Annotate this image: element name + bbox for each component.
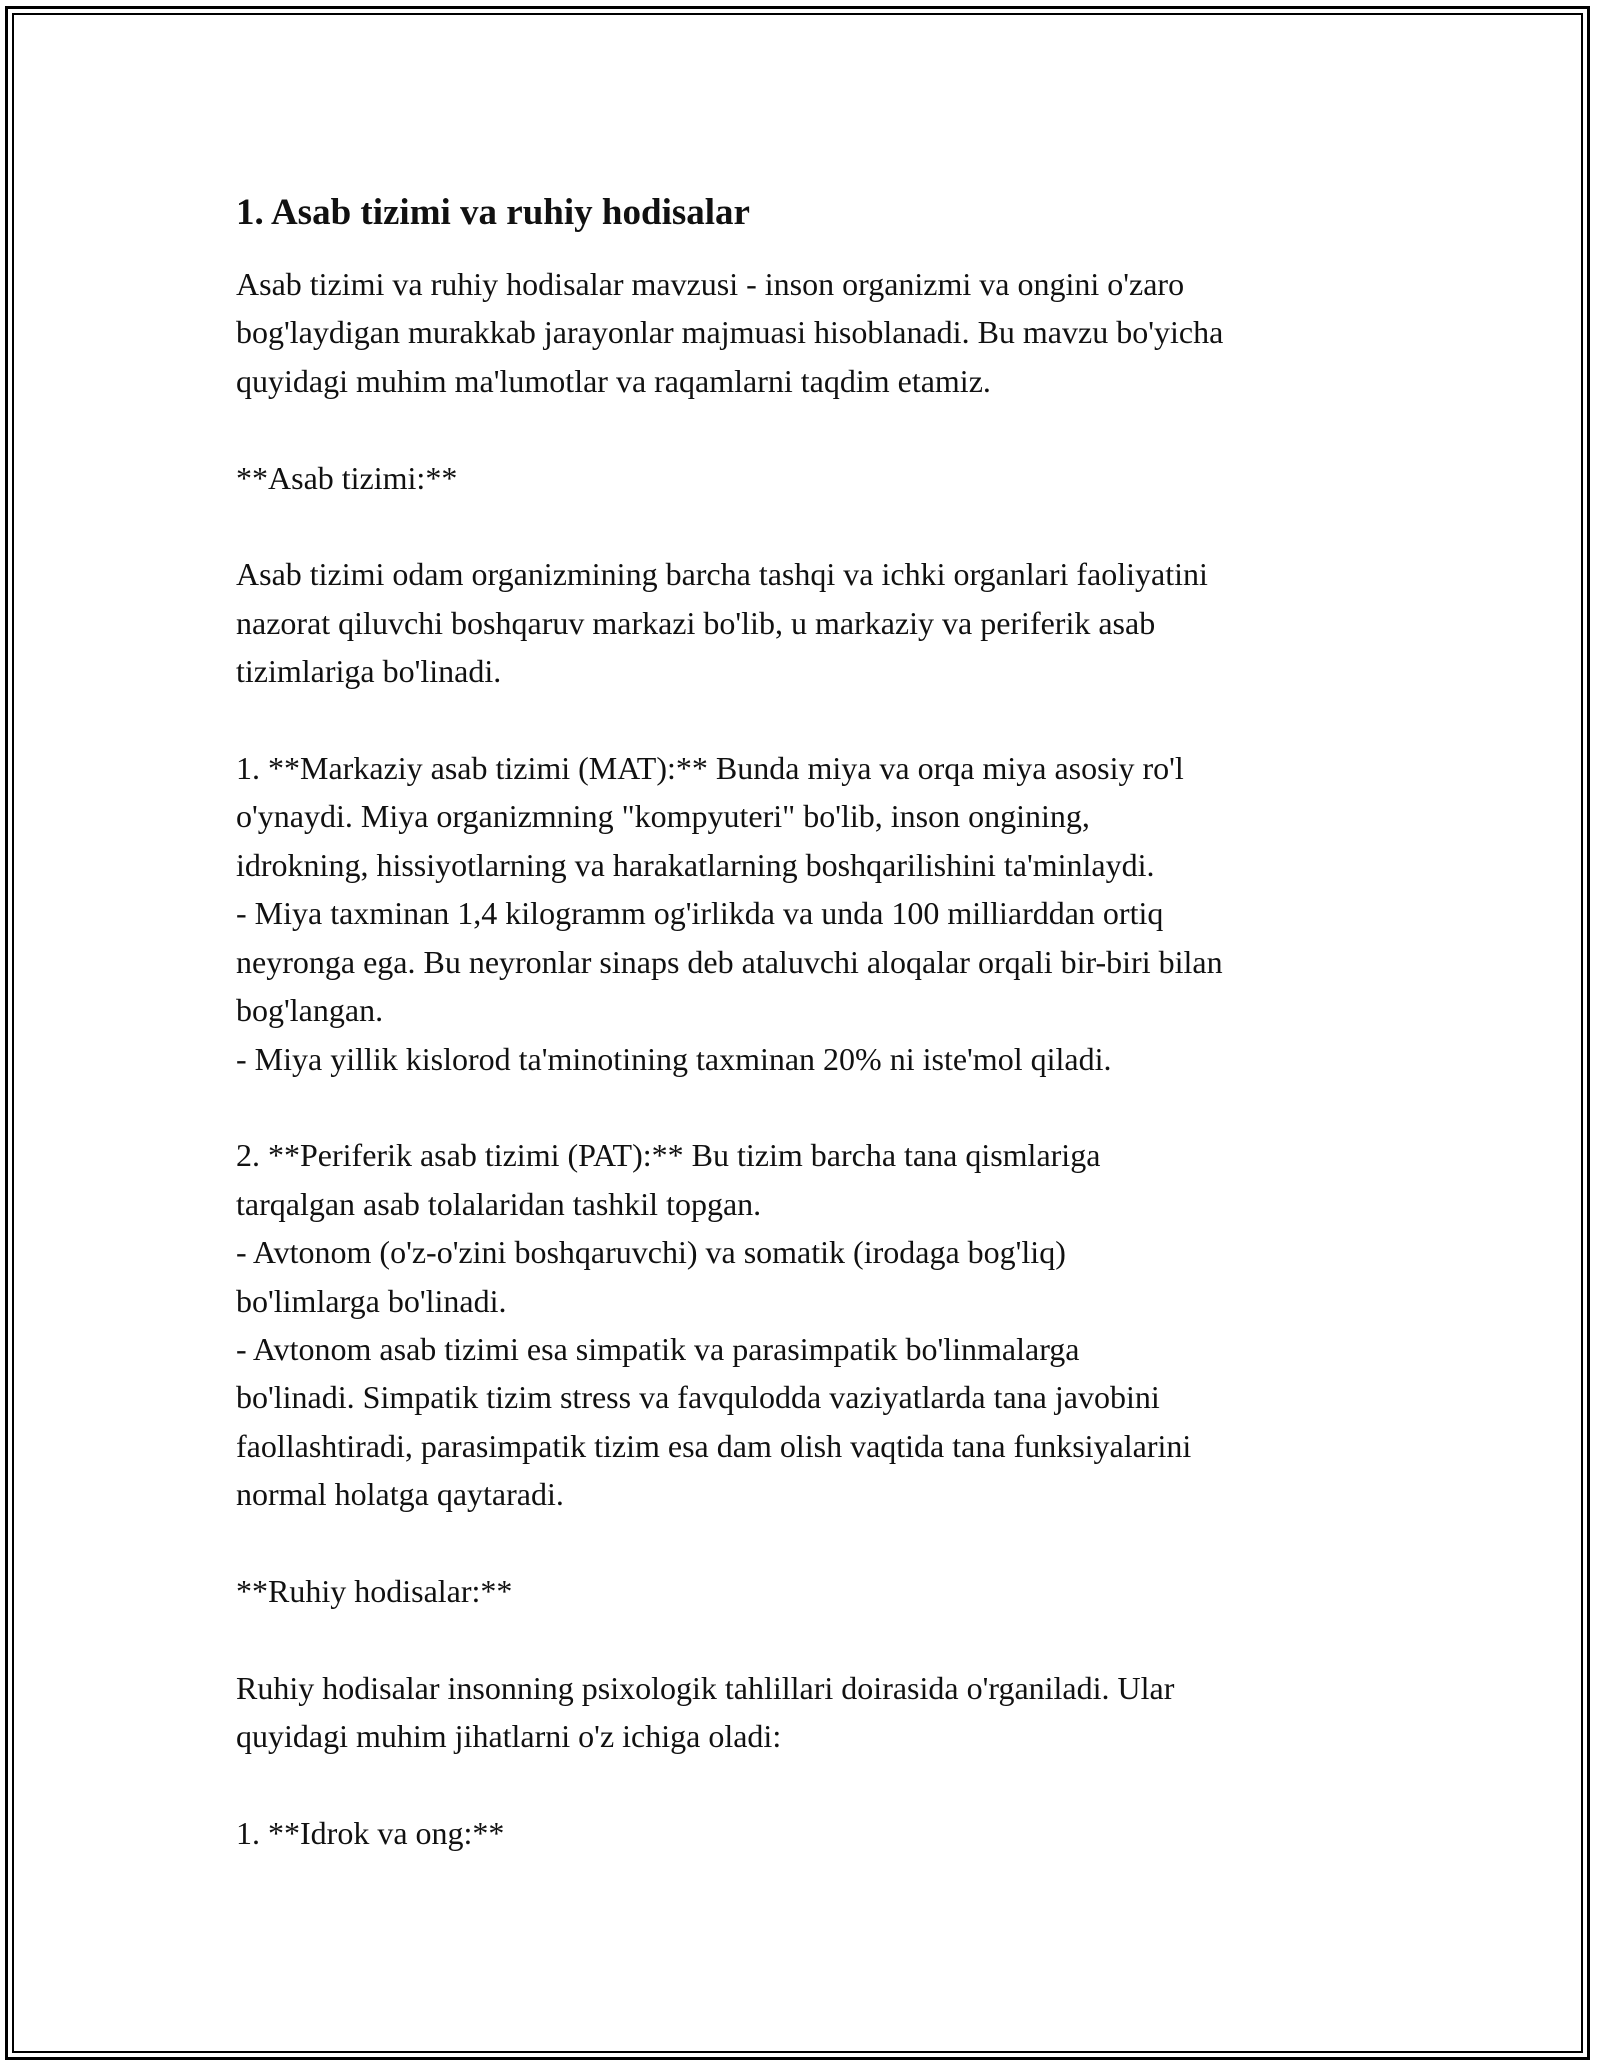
- document-content: [236, 186, 1396, 1857]
- document-title: 1. Asab tizimi va ruhiy hodisalar: [236, 192, 750, 233]
- document-body: Asab tizimi va ruhiy hodisalar mavzusi - inson organizmi va ongini o'zaro bog'laydigan murakkab jarayonlar majmuasi hisoblanadi. Bu mavzu bo'yicha quyidagi muhim ma'lumotlar va raqamlarni taqdim etamiz. **Asab tizimi:** Asab tizimi odam organizmining barcha tashqi va ichki organlari faoliyatini nazorat qiluvchi boshqaruv markazi bo'lib, u markaziy va periferik asab tizimlariga bo'linadi. 1. **Markaziy asab tizimi (MAT):** Bunda miya va orqa miya asosiy ro'l o'ynaydi. Miya organizmning "kompyuteri" bo'lib, inson ongining, idrokning, hissiyotlarning va harakatlarning boshqarilishini ta'minlaydi. - Miya taxminan 1,4 kilogramm og'irlikda va unda 100 milliarddan ortiq neyronga ega. Bu neyronlar sinaps deb ataluvchi aloqalar orqali bir-biri bilan bog'langan. - Miya yillik kislorod ta'minotining taxminan 20% ni iste'mol qiladi. 2. **Periferik asab tizimi (PAT):** Bu tizim barcha tana qismlariga tarqalgan asab tolalaridan tashkil topgan. - Avtonom (o'z-o'zini boshqaruvchi) va somatik (irodaga bog'liq) bo'limlarga bo'linadi. - Avtonom asab tizimi esa simpatik va parasimpatik bo'linmalarga bo'linadi. Simpatik tizim stress va favqulodda vaziyatlarda tana javobini faollashtiradi, parasimpatik tizim esa dam olish vaqtida tana funksiyalarini normal holatga qaytaradi. **Ruhiy hodisalar:** Ruhiy hodisalar insonning psixologik tahlillari doirasida o'rganiladi. Ular quyidagi muhim jihatlarni o'z ichiga oladi: 1. **Idrok va ong:**: [236, 266, 1224, 1851]
